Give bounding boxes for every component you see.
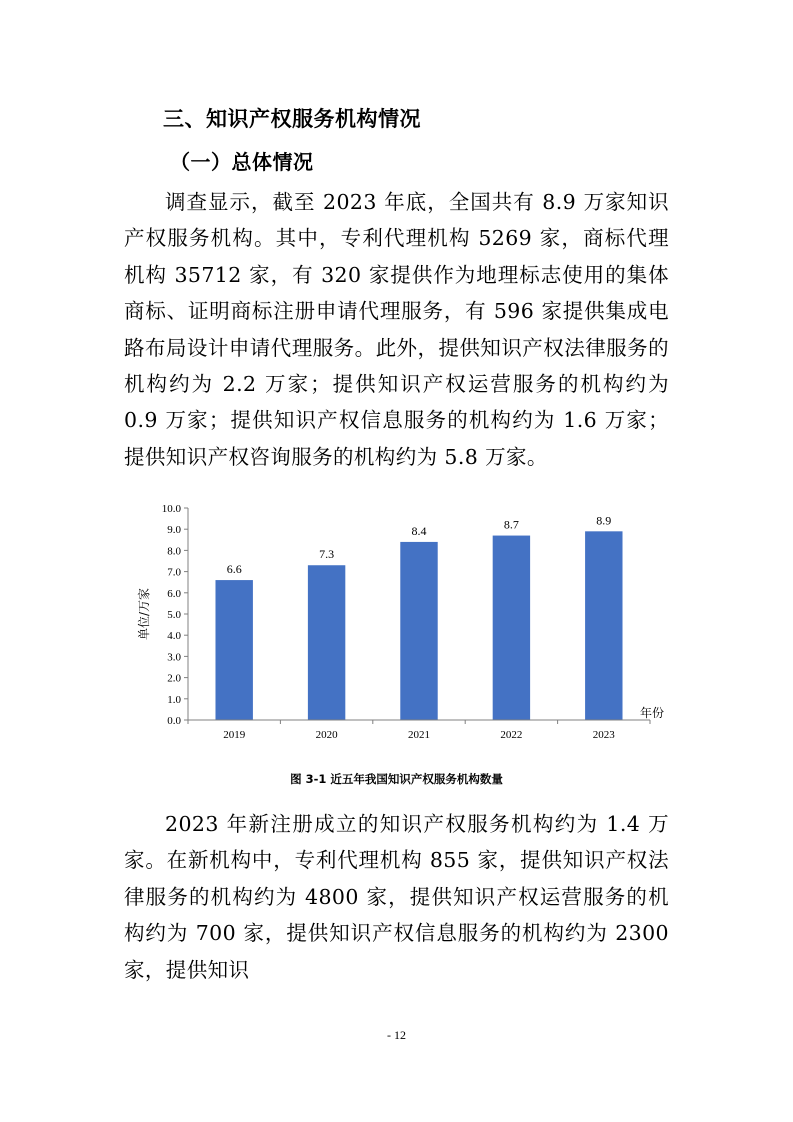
- figure-caption: 图 3-1 近五年我国知识产权服务机构数量: [290, 772, 503, 786]
- data-label: 8.7: [503, 517, 519, 532]
- y-tick-label: 0.0: [167, 715, 181, 727]
- y-tick-label: 8.0: [167, 545, 181, 558]
- y-axis-label: 单位/万家: [137, 587, 151, 641]
- x-tick-label: 2022: [500, 729, 523, 741]
- data-label: 6.6: [226, 562, 242, 577]
- y-tick-label: 3.0: [167, 651, 181, 664]
- y-tick-label: 5.0: [167, 609, 181, 621]
- x-axis-label: 年份: [640, 706, 665, 720]
- bar-chart-svg: [130, 494, 670, 754]
- y-tick-label: 1.0: [167, 693, 181, 706]
- page-number: - 12: [387, 1028, 406, 1042]
- y-tick-label: 4.0: [167, 630, 181, 643]
- data-label: 8.9: [596, 513, 612, 528]
- x-tick-label: 2020: [315, 729, 338, 741]
- bar-chart: [130, 494, 670, 754]
- body-paragraph-1: 调查显示，截至 2023 年底，全国共有 8.9 万家知识产权服务机构。其中，专利代理机构 5269 家，商标代理机构 35712 家，有 320 家提供作为地理标志使用的集体商标、证明商标注册申请代理服务，有 596 家提供集成电路布局设计申请代理服务。此外，提供知识产权法律服务的机构约为 2.2 万家；提供知识产权运营服务的机构约为 0.9 万家；提供知识产权信息服务的机构约为 1.6 万家；提供知识产权咨询服务的机构约为 5.8 万家。: [124, 190, 669, 469]
- subsection-heading: （一）总体情况: [170, 150, 314, 174]
- bar: [400, 542, 437, 720]
- bar: [493, 536, 530, 720]
- x-tick-label: 2023: [592, 729, 615, 741]
- y-tick-label: 10.0: [161, 503, 181, 515]
- body-paragraph-2: 2023 年新注册成立的知识产权服务机构约为 1.4 万家。在新机构中，专利代理机构 855 家，提供知识产权法律服务的机构约为 4800 家，提供知识产权运营服务的机构约为 700 家，提供知识产权信息服务的机构约为 2300 家，提供知识: [124, 812, 669, 982]
- x-tick-label: 2019: [223, 729, 246, 741]
- y-tick-label: 6.0: [167, 587, 181, 600]
- y-tick-label: 7.0: [167, 566, 181, 579]
- data-label: 8.4: [411, 523, 427, 538]
- data-label: 7.3: [319, 547, 335, 562]
- bar: [585, 531, 622, 720]
- section-heading: 三、知识产权服务机构情况: [163, 107, 421, 131]
- y-tick-label: 9.0: [167, 524, 181, 537]
- x-tick-label: 2021: [408, 729, 430, 741]
- y-tick-label: 2.0: [167, 672, 181, 685]
- bar: [308, 565, 345, 720]
- bar: [215, 580, 252, 720]
